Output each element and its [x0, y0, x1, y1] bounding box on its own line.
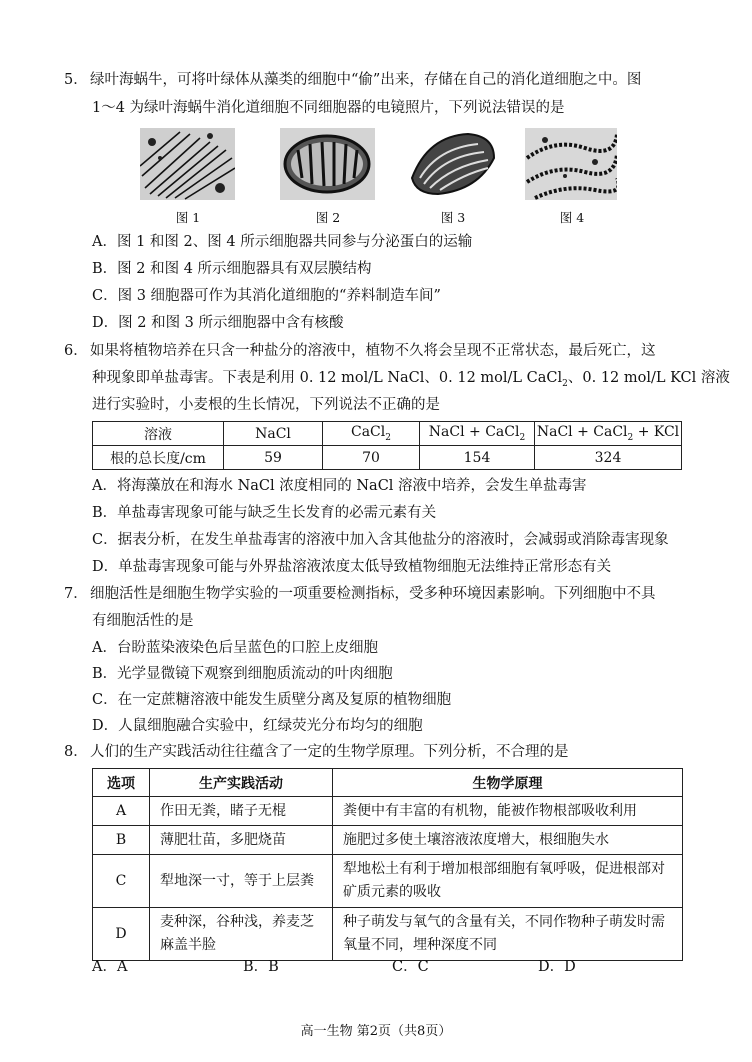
table-cell: 根的总长度/cm — [93, 446, 224, 470]
table-cell: NaCl + CaCl$_2$ + KCl — [535, 422, 682, 446]
figure-2-image — [280, 128, 375, 200]
figure-2-caption: 图 2 — [315, 210, 341, 225]
q7-stem-line2: 有细胞活性的是 — [92, 613, 194, 629]
q6-stem-line1: 6． 如果将植物培养在只含一种盐分的溶液中，植物不久将会呈现不正常状态，最后死亡，这 — [64, 343, 656, 359]
table-cell: 薄肥壮苗，多肥烧苗 — [150, 826, 333, 855]
q5-option-d[interactable]: D．图 2 和图 3 所示细胞器中含有核酸 — [92, 315, 344, 331]
q6-number: 6． — [64, 343, 88, 359]
table-cell: 粪便中有丰富的有机物，能被作物根部吸收利用 — [333, 797, 683, 826]
figure-1-image — [140, 128, 235, 200]
table-cell: 59 — [224, 446, 323, 470]
q5-number: 5． — [64, 72, 88, 88]
figure-3-image — [408, 128, 498, 200]
figure-3-caption: 图 3 — [440, 210, 466, 225]
q7-option-d[interactable]: D．人鼠细胞融合实验中，红绿荧光分布均匀的细胞 — [92, 718, 423, 734]
q6-option-c[interactable]: C．据表分析，在发生单盐毒害的溶液中加入含其他盐分的溶液时，会减弱或消除毒害现象 — [92, 532, 669, 548]
q5-stem-line2: 1～4 为绿叶海蜗牛消化道细胞不同细胞器的电镜照片，下列说法错误的是 — [92, 100, 565, 116]
q7-option-a[interactable]: A．台盼蓝染液染色后呈蓝色的口腔上皮细胞 — [92, 640, 378, 656]
table-header-row — [93, 769, 683, 797]
q8-table — [92, 768, 683, 961]
table-row — [93, 855, 683, 908]
q8-answer-c[interactable]: C．C — [392, 959, 429, 975]
q7-number: 7． — [64, 586, 88, 602]
q7-option-c[interactable]: C．在一定蔗糖溶液中能发生质壁分离及复原的植物细胞 — [92, 692, 452, 708]
q6-option-b[interactable]: B．单盐毒害现象可能与缺乏生长发育的必需元素有关 — [92, 505, 437, 521]
table-cell: 施肥过多使土壤溶液浓度增大，根细胞失水 — [333, 826, 683, 855]
q8-stem-line1: 8． 人们的生产实践活动往往蕴含了一定的生物学原理。下列分析，不合理的是 — [64, 744, 569, 760]
q7-stem-line1: 7． 细胞活性是细胞生物学实验的一项重要检测指标，受多种环境因素影响。下列细胞中不具 — [64, 586, 656, 602]
q8-answer-d[interactable]: D．D — [538, 959, 576, 975]
q5-option-a[interactable]: A．图 1 和图 2、图 4 所示细胞器共同参与分泌蛋白的运输 — [92, 234, 473, 250]
table-cell: 犁地松土有利于增加根部细胞有氧呼吸，促进根部对 矿质元素的吸收 — [333, 855, 683, 908]
table-cell: 种子萌发与氧气的含量有关，不同作物种子萌发时需 氧量不同，埋种深度不同 — [333, 908, 683, 961]
figure-4-image — [525, 128, 617, 200]
table-row — [93, 908, 683, 961]
table-row — [93, 446, 682, 470]
table-row — [93, 422, 682, 446]
q6-table — [92, 421, 682, 470]
q6-option-d[interactable]: D．单盐毒害现象可能与外界盐溶液浓度太低导致植物细胞无法维持正常形态有关 — [92, 559, 612, 575]
figure-4-caption: 图 4 — [559, 210, 585, 225]
table-cell: 溶液 — [93, 422, 224, 446]
figure-1-caption: 图 1 — [175, 210, 201, 225]
q6-stem-line3: 进行实验时，小麦根的生长情况，下列说法不正确的是 — [92, 397, 440, 413]
table-row — [93, 826, 683, 855]
q6-stem-line2: 种现象即单盐毒害。下表是利用 0. 12 mol/L NaCl、0. 12 mol/L CaCl$_2$、0. 12 mol/L KCl 溶液 — [92, 370, 730, 389]
table-cell: C — [93, 855, 150, 908]
q5-figures — [140, 128, 610, 228]
table-cell: B — [93, 826, 150, 855]
table-cell: D — [93, 908, 150, 961]
table-cell: 麦种深，谷种浅，养麦芝 麻盖半脸 — [150, 908, 333, 961]
table-cell: NaCl — [224, 422, 323, 446]
table-cell: 犁地深一寸，等于上层粪 — [150, 855, 333, 908]
table-header: 生物学原理 — [333, 769, 683, 797]
table-cell: CaCl$_2$ — [323, 422, 420, 446]
q5-option-c[interactable]: C．图 3 细胞器可作为其消化道细胞的“养料制造车间” — [92, 288, 441, 304]
table-header: 选项 — [93, 769, 150, 797]
q8-answer-b[interactable]: B．B — [243, 959, 279, 975]
page-footer: 高一生物 第2页（共8页） — [300, 1024, 452, 1039]
q6-option-a[interactable]: A．将海藻放在和海水 NaCl 浓度相同的 NaCl 溶液中培养，会发生单盐毒害 — [92, 478, 587, 494]
table-cell: 作田无粪，睹子无棍 — [150, 797, 333, 826]
q8-number: 8． — [64, 744, 88, 760]
table-cell: NaCl + CaCl$_2$ — [420, 422, 535, 446]
q5-stem-line1: 5． 绿叶海蜗牛，可将叶绿体从藻类的细胞中“偷”出来，存储在自己的消化道细胞之中。图 — [64, 72, 642, 88]
table-cell: 324 — [535, 446, 682, 470]
q7-option-b[interactable]: B．光学显微镜下观察到细胞质流动的叶肉细胞 — [92, 666, 393, 682]
q8-answer-a[interactable]: A．A — [92, 959, 128, 975]
table-cell: A — [93, 797, 150, 826]
table-cell: 154 — [420, 446, 535, 470]
table-cell: 70 — [323, 446, 420, 470]
q5-option-b[interactable]: B．图 2 和图 4 所示细胞器具有双层膜结构 — [92, 261, 372, 277]
table-row — [93, 797, 683, 826]
table-header: 生产实践活动 — [150, 769, 333, 797]
